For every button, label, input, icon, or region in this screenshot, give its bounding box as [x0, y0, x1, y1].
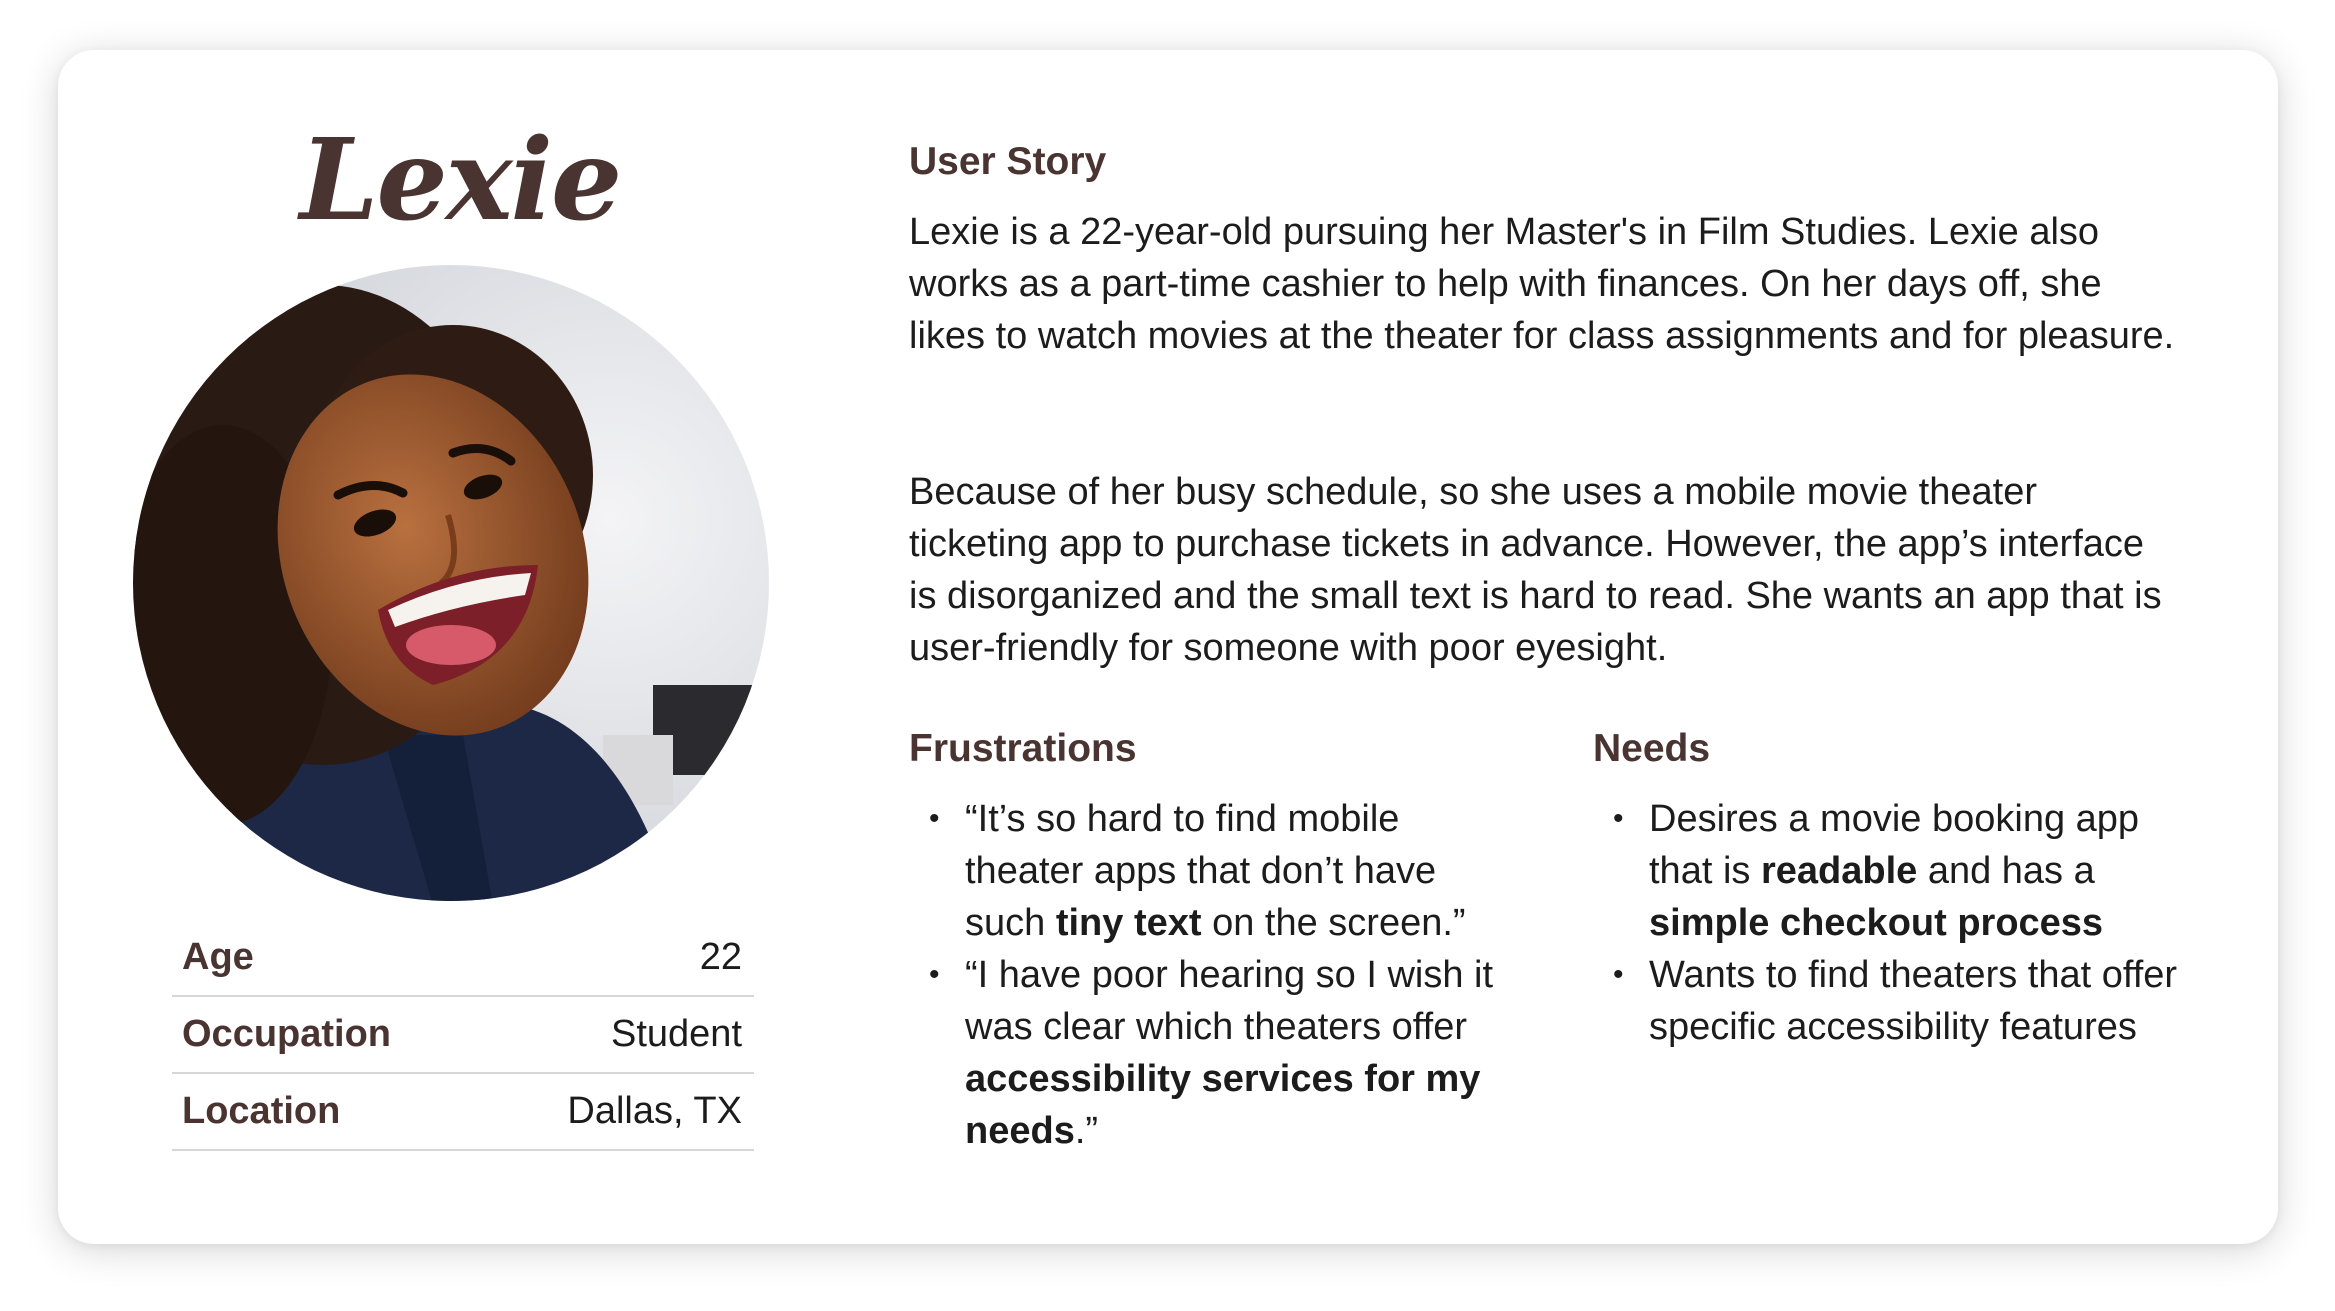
bullet-dot-icon: •: [929, 802, 940, 835]
frustration-text: “I have poor hearing so I wish it was clear which theaters offer: [965, 954, 1494, 1048]
bullet-dot-icon: •: [929, 958, 940, 991]
user-story-paragraph-1: Lexie is a 22-year-old pursuing her Master's in Film Studies. Lexie also works as a part-time cashier to help with finances. On her days off, she likes to watch movies at the theater for class assignments and for pleasure.: [909, 211, 2175, 357]
needs-list: [1593, 793, 2193, 1053]
frustration-emphasis: accessibility services for my needs: [965, 1058, 1481, 1152]
bullet-dot-icon: •: [1613, 802, 1624, 835]
fact-label-location: Location: [182, 1090, 341, 1132]
frustrations-heading: Frustrations: [909, 727, 1137, 770]
frustration-text-end: on the screen.”: [1201, 902, 1466, 944]
fact-row-age: [172, 920, 754, 997]
fact-label-occupation: Occupation: [182, 1013, 392, 1055]
persona-name: Lexie: [299, 115, 621, 246]
fact-value-age: 22: [699, 936, 742, 978]
persona-photo: [133, 265, 769, 901]
user-story-heading: User Story: [909, 140, 1107, 183]
need-text: Desires a movie booking app that is: [1649, 798, 2140, 892]
fact-value-occupation: Student: [611, 1013, 742, 1055]
user-story-paragraph-2: Because of her busy schedule, so she uses a mobile movie theater ticketing app to purchase tickets in advance. However, the app’s interface is disorganized and the small text is hard to read. She wants an app that is user-friendly for someone with poor eyesight.: [909, 471, 2162, 669]
persona-facts-table: [172, 920, 754, 1151]
bullet-dot-icon: •: [1613, 958, 1624, 991]
need-text: Wants to find theaters that offer specific accessibility features: [1649, 954, 2178, 1048]
fact-row-location: [172, 1074, 754, 1151]
fact-row-occupation: [172, 997, 754, 1074]
frustration-text-end: .”: [1074, 1110, 1099, 1152]
frustration-text: “It’s so hard to find mobile theater apps that don’t have such: [965, 798, 1437, 944]
need-emphasis: readable: [1760, 850, 1918, 892]
need-item: [1593, 949, 2193, 1053]
fact-value-location: Dallas, TX: [567, 1090, 742, 1132]
needs-heading: Needs: [1593, 727, 1711, 770]
fact-label-age: Age: [182, 936, 254, 978]
frustration-item: [909, 949, 1524, 1157]
need-emphasis-2: simple checkout process: [1649, 902, 2104, 944]
frustrations-list: [909, 793, 1524, 1157]
need-item: [1593, 793, 2193, 949]
need-text-middle: and has a: [1917, 850, 2095, 892]
frustration-emphasis: tiny text: [1055, 902, 1202, 944]
frustration-item: [909, 793, 1524, 949]
